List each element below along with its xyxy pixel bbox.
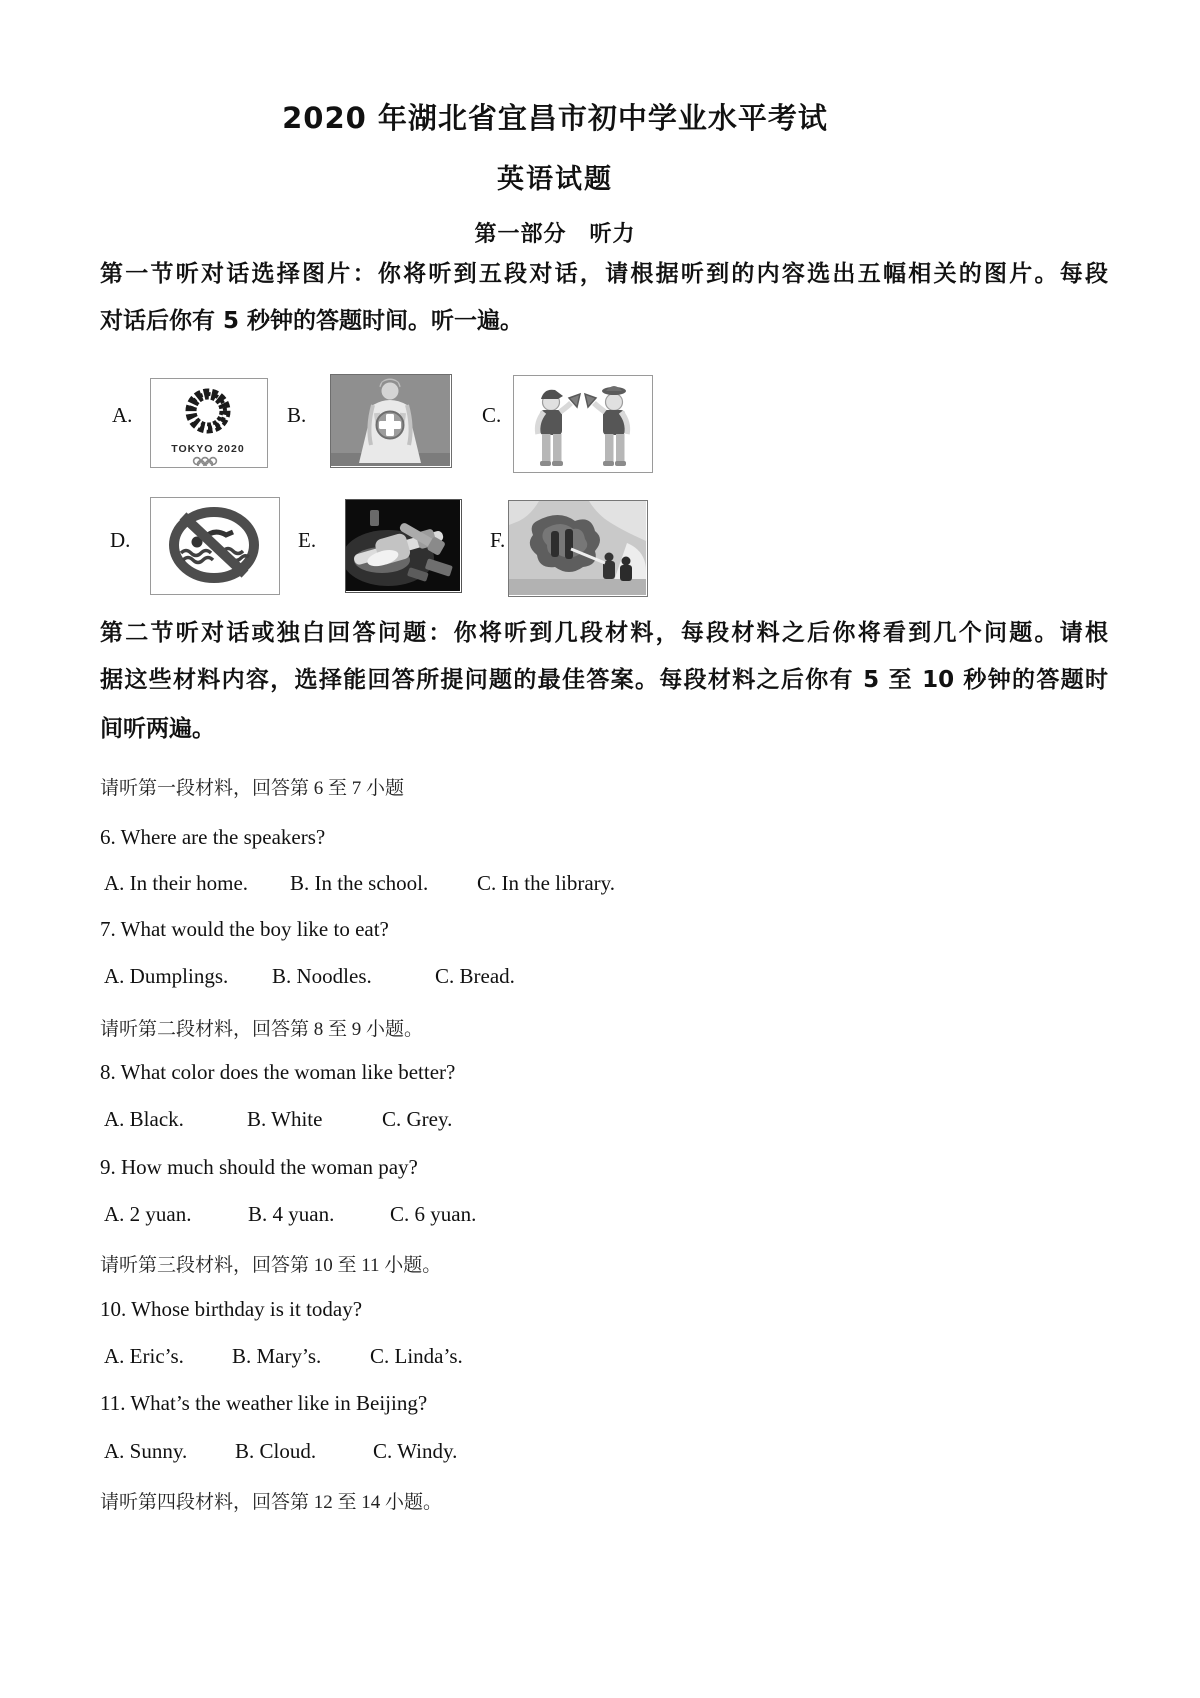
olympic-rings-icon <box>194 458 217 466</box>
picture-label-c: C. <box>482 403 502 427</box>
question-10-options <box>0 1344 1200 1370</box>
question-8: 8. What color does the woman like better? <box>100 1060 456 1084</box>
exam-title: 2020 年湖北省宜昌市初中学业水平考试 <box>282 101 828 135</box>
question-11-option-a: A. Sunny. <box>104 1439 188 1463</box>
question-7-option-a: A. Dumplings. <box>104 964 229 988</box>
question-10-option-b: B. Mary’s. <box>232 1344 322 1368</box>
section1-instruction-line1: 第一节听对话选择图片：你将听到五段对话，请根据听到的内容选出五幅相关的图片。每段 <box>100 261 1108 287</box>
question-9-option-b: B. 4 yuan. <box>248 1202 335 1226</box>
section2-instruction-line3: 间听两遍。 <box>100 716 215 742</box>
picture-e <box>345 499 462 593</box>
section2-instruction-line2: 据这些材料内容，选择能回答所提问题的最佳答案。每段材料之后你有 5 至 10 秒钟的答题时 <box>100 667 1108 693</box>
question-11-option-b: B. Cloud. <box>235 1439 317 1463</box>
picture-label-d: D. <box>110 528 131 552</box>
question-6-option-b: B. In the school. <box>290 871 429 895</box>
tokyo-2020-olympic-emblem-icon <box>151 379 266 466</box>
question-11: 11. What’s the weather like in Beijing? <box>100 1391 428 1415</box>
picture-label-e: E. <box>298 528 317 552</box>
question-7-options <box>0 964 1200 990</box>
picture-label-b: B. <box>287 403 307 427</box>
material-prompt-1: 请听第一段材料，回答第 6 至 7 小题 <box>100 778 405 799</box>
material-prompt-4: 请听第四段材料，回答第 12 至 14 小题。 <box>100 1492 443 1513</box>
subject-title: 英语试题 <box>497 164 613 195</box>
question-8-option-c: C. Grey. <box>382 1107 453 1131</box>
section2-instruction-line1: 第二节听对话或独白回答问题：你将听到几段材料，每段材料之后你将看到几个问题。请根 <box>100 620 1108 646</box>
question-9-option-c: C. 6 yuan. <box>390 1202 477 1226</box>
picture-a <box>150 378 268 468</box>
question-11-options <box>0 1439 1200 1465</box>
question-8-options <box>0 1107 1200 1133</box>
material-prompt-3: 请听第三段材料，回答第 10 至 11 小题。 <box>100 1255 442 1276</box>
question-11-option-c: C. Windy. <box>373 1439 458 1463</box>
picture-f <box>508 500 648 597</box>
picture-c <box>513 375 653 473</box>
question-10-option-c: C. Linda’s. <box>370 1344 463 1368</box>
question-6-options <box>0 871 1200 897</box>
picture-label-f: F. <box>490 528 506 552</box>
question-9-options <box>0 1202 1200 1228</box>
part1-heading: 第一部分 听力 <box>474 222 636 247</box>
picture-a-caption: TOKYO 2020 <box>171 443 245 455</box>
space-station-icon <box>346 500 460 591</box>
section1-instruction-line2: 对话后你有 5 秒钟的答题时间。听一遍。 <box>100 308 524 334</box>
question-6-option-a: A. In their home. <box>104 871 249 895</box>
picture-label-a: A. <box>112 403 133 427</box>
question-8-option-b: B. White <box>247 1107 323 1131</box>
question-7-option-b: B. Noodles. <box>272 964 372 988</box>
question-10-option-a: A. Eric’s. <box>104 1344 184 1368</box>
question-7-option-c: C. Bread. <box>435 964 515 988</box>
no-swimming-sign-icon <box>151 498 278 593</box>
firefighters-at-fire-scene-icon <box>509 501 646 595</box>
question-10: 10. Whose birthday is it today? <box>100 1297 363 1321</box>
question-9-option-a: A. 2 yuan. <box>104 1202 192 1226</box>
question-9: 9. How much should the woman pay? <box>100 1155 418 1179</box>
question-7: 7. What would the boy like to eat? <box>100 917 389 941</box>
material-prompt-2: 请听第二段材料，回答第 8 至 9 小题。 <box>100 1019 424 1040</box>
picture-d <box>150 497 280 595</box>
question-6: 6. Where are the speakers? <box>100 825 326 849</box>
question-8-option-a: A. Black. <box>104 1107 184 1131</box>
boy-and-girl-with-toy-phones-icon <box>514 376 651 471</box>
picture-b <box>330 374 452 468</box>
nurse-back-view-icon <box>331 375 450 466</box>
question-6-option-c: C. In the library. <box>477 871 616 895</box>
